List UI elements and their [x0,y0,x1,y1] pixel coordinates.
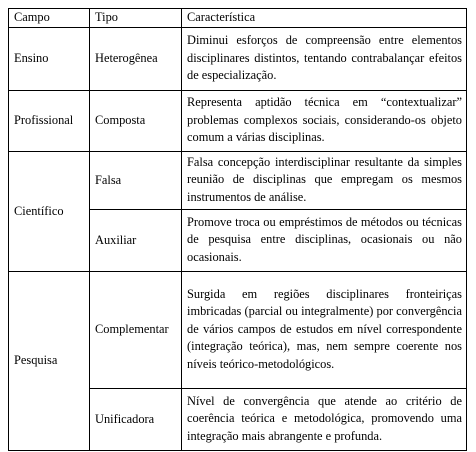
campo-cell: Pesquisa [9,272,90,451]
tipo-cell: Unificadora [90,389,182,451]
caracteristica-cell: Falsa concepção interdisciplinar resultante da simples reunião de disciplinas que empregam os mesmos instrumentos de análise. [182,152,467,210]
table-row [9,91,467,152]
tipo-cell: Auxiliar [90,210,182,272]
header-caracteristica: Característica [182,9,467,28]
caracteristica-cell: Promove troca ou empréstimos de métodos ou técnicas de pesquisa entre disciplinas, ocasionais ou não ocasionais. [182,210,467,272]
header-campo: Campo [9,9,90,28]
tipo-cell: Falsa [90,152,182,210]
caracteristica-cell: Surgida em regiões disciplinares fronteiriças imbricadas (parcial ou integralmente) por convergência de vários campos de estudos em nível correspondente (integração teórica), mas, nem sempre coerente nos níveis teórico-metodológicos. [182,272,467,389]
caracteristica-cell: Nível de convergência que atende ao critério de coerência teórica e metodológica, promovendo uma integração mais abrangente e profunda. [182,389,467,451]
table-row [9,28,467,91]
caracteristica-cell: Diminui esforços de compreensão entre elementos disciplinares distintos, tentando contrabalançar efeitos de especialização. [182,28,467,91]
interdisciplinarity-table [8,8,467,451]
campo-cell: Ensino [9,28,90,91]
campo-cell: Científico [9,152,90,272]
caracteristica-cell: Representa aptidão técnica em “contextualizar” problemas complexos sociais, considerando-os objeto comum a várias disciplinas. [182,91,467,152]
tipo-cell: Composta [90,91,182,152]
header-tipo: Tipo [90,9,182,28]
tipo-cell: Heterogênea [90,28,182,91]
tipo-cell: Complementar [90,272,182,389]
campo-cell: Profissional [9,91,90,152]
table-row [9,272,467,389]
header-row [9,9,467,28]
table-row [9,152,467,210]
